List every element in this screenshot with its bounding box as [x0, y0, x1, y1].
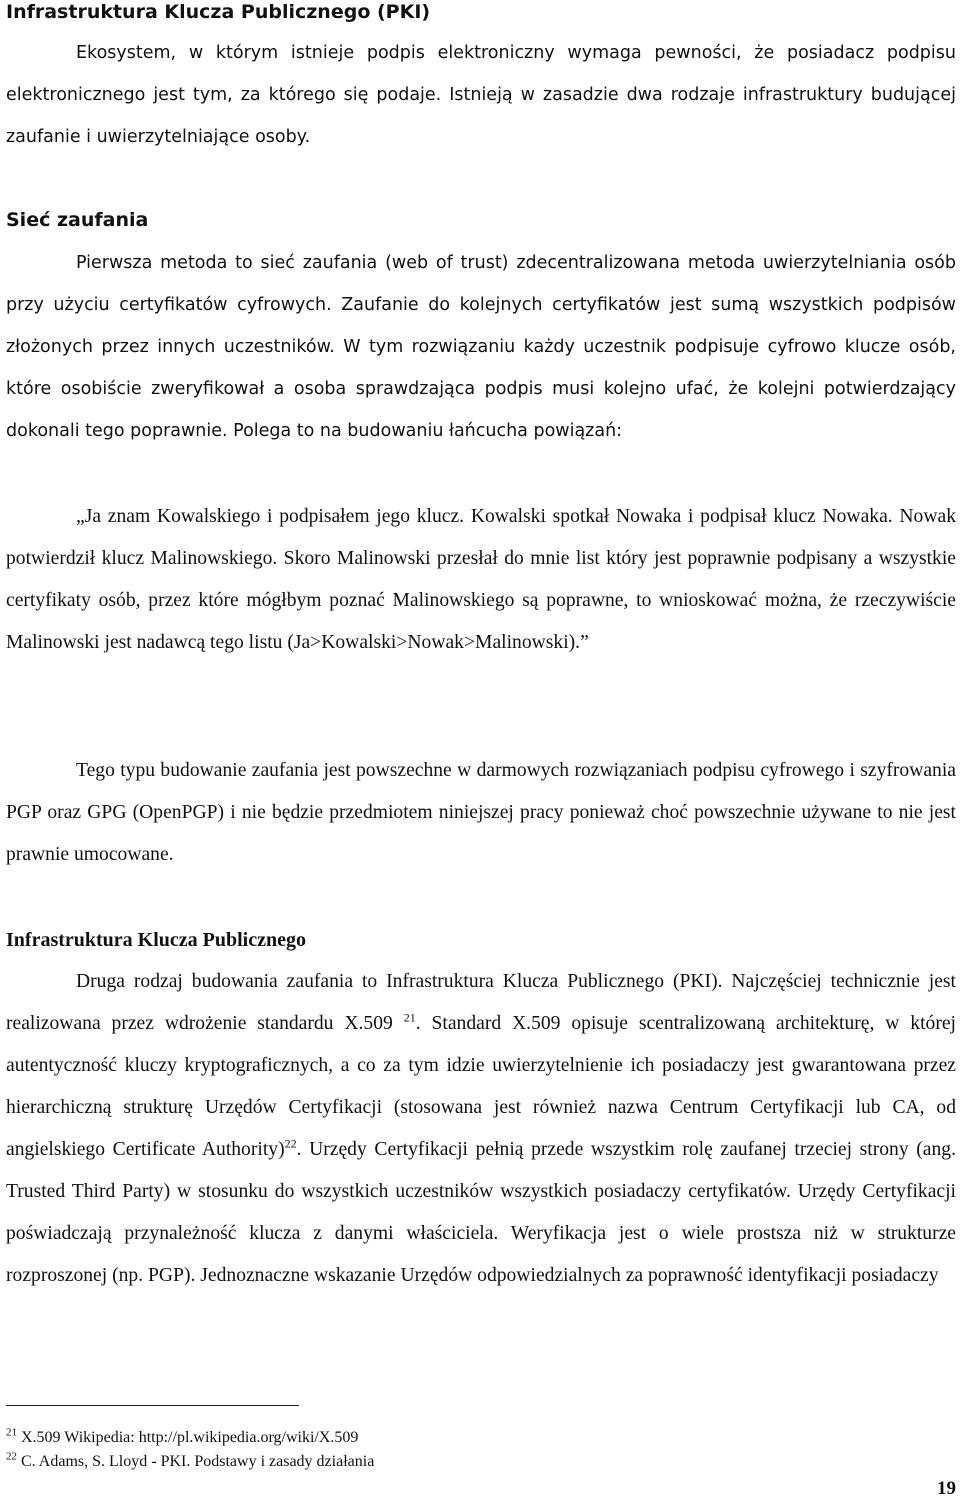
pki-text-3: . Urzędy Certyfikacji pełnią przede wszystkim rolę zaufanej trzeciej strony (ang. Trusted Third Party) w stosunku do wszystkich uczestników wszystkich posiadaczy certyfikatów. Urzędy Certyfikacji poświadczają przynależność klucza z danymi właściciela. Weryfikacja jest o wiele prostsza niż w strukturze rozproszonej (np. PGP). Jednoznaczne wskazanie Urzędów odpowiedzialnych za poprawność identyfikacji posiadaczy	[6, 1139, 956, 1286]
footnote-22: $^{22}$ C. Adams, S. Lloyd - PKI. Podstawy i zasady działania	[6, 1450, 375, 1470]
pki-text-1: Druga rodzaj budowania zaufania to Infrastruktura Klucza Publicznego (PKI). Najczęściej technicznie jest realizowana przez wdrożenie standardu X.509	[6, 971, 956, 1034]
web-of-trust-closing: Tego typu budowanie zaufania jest powszechne w darmowych rozwiązaniach podpisu cyfrowego i szyfrowania PGP oraz GPG (OpenPGP) i nie będzie przedmiotem niniejszej pracy ponieważ choć powszechnie używane to nie jest prawnie umocowane.	[6, 760, 956, 865]
section-heading: Infrastruktura Klucza Publicznego (PKI)	[6, 1, 431, 23]
footnote-21: $^{21}$ X.509 Wikipedia: http://pl.wikipedia.org/wiki/X.509	[6, 1426, 359, 1446]
web-of-trust-paragraph: Pierwsza metoda to sieć zaufania (web of trust) zdecentralizowana metoda uwierzytelniania osób przy użyciu certyfikatów cyfrowych. Zaufanie do kolejnych certyfikatów jest sumą wszystkich podpisów złożonych przez innych uczestników. W tym rozwiązaniu każdy uczestnik podpisuje cyfrowo klucze osób, które osobiście zweryfikował a osoba sprawdzająca podpis musi kolejno ufać, że kolejni potwierdzający dokonali tego poprawnie. Polega to na budowaniu łańcucha powiązań:	[6, 253, 956, 441]
chain-quote: „Ja znam Kowalskiego i podpisałem jego klucz. Kowalski spotkał Nowaka i podpisał klucz Nowaka. Nowak potwierdził klucz Malinowskiego. Skoro Malinowski przesłał do mnie list który jest poprawnie podpisany a wszystkie certyfikaty osób, przez które mógłbym poznać Malinowskiego są poprawne, to wnioskować można, że rzeczywiście Malinowski jest nadawcą tego listu (Ja>Kowalski>Nowak>Malinowski).”	[6, 506, 956, 653]
web-of-trust-heading: Sieć zaufania	[6, 209, 149, 231]
pki-heading: Infrastruktura Klucza Publicznego	[6, 929, 306, 951]
footnote-ref-21: 21	[403, 1010, 416, 1025]
page-number: 19	[937, 1478, 956, 1499]
footnote-ref-22: 22	[284, 1136, 297, 1151]
intro-paragraph: Ekosystem, w którym istnieje podpis elektroniczny wymaga pewności, że posiadacz podpisu elektronicznego jest tym, za którego się podaje. Istnieją w zasadzie dwa rodzaje infrastruktury budującej zaufanie i uwierzytelniające osoby.	[6, 43, 956, 147]
pki-paragraph	[6, 961, 956, 1297]
footnote-separator	[6, 1405, 299, 1406]
pki-text-2: . Standard X.509 opisuje scentralizowaną architekturę, w której autentyczność kluczy kryptograficznych, a co za tym idzie uwierzytelnienie ich posiadaczy jest gwarantowana przez hierarchiczną strukturę Urzędów Certyfikacji (stosowana jest również nazwa Centrum Certyfikacji lub CA, od angielskiego Certificate Authority)	[6, 1013, 956, 1160]
